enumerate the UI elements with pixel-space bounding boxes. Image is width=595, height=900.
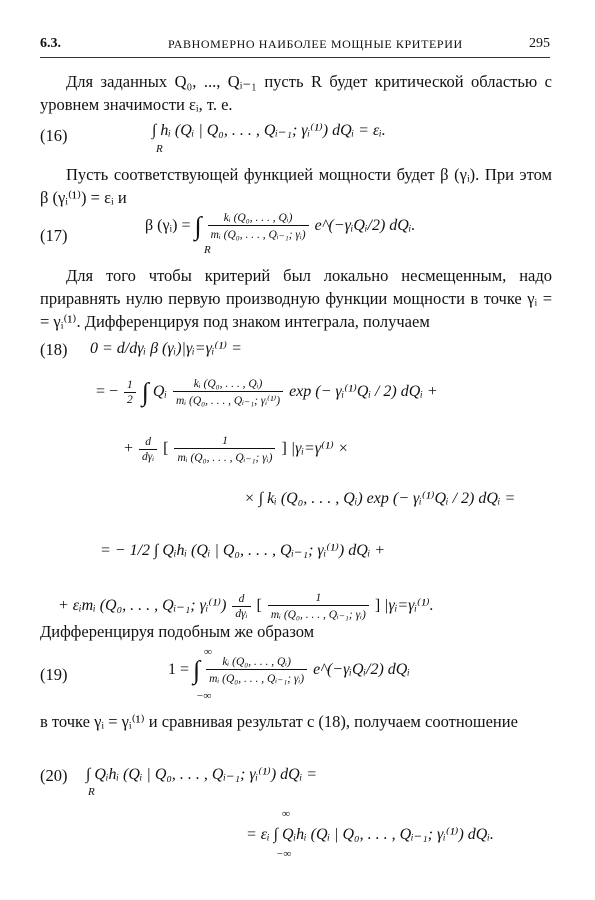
equation-18-line-6-head: + εᵢmᵢ (Q₀, . . . , Qᵢ₋₁; γᵢ⁽¹⁾) [58, 597, 227, 615]
fraction-denominator: mᵢ (Q₀, . . . , Qᵢ₋₁; γᵢ) [210, 229, 306, 241]
equation-number-19: (19) [40, 665, 68, 684]
equation-18-line-3: + $\frac{d}{\text{dγᵢ}}$ [ $\frac{1}{\text{mᵢ (Q₀, . . . , Qᵢ₋₁; γᵢ)}}$ ] |γᵢ=γ⁽¹⁾ × [124, 435, 349, 464]
equation-16 [152, 120, 386, 140]
equation-19-lower-limit: −∞ [196, 690, 212, 702]
equation-18-line-2-tail: exp (− γᵢ⁽¹⁾Qᵢ / 2) dQᵢ + [289, 383, 438, 401]
equation-20-line-2: = εᵢ ∫ Qᵢhᵢ (Qᵢ | Q₀, . . . , Qᵢ₋₁; γᵢ⁽¹⁾) dQᵢ. [246, 826, 494, 843]
paragraph-4: Дифференцируя подобным же образом [40, 622, 315, 641]
equation-19-fraction [206, 656, 307, 685]
paragraph-2: Пусть соответствующей функцией мощности будет β (γᵢ). При этом β (γᵢ⁽¹⁾) = εᵢ и [40, 165, 552, 207]
paragraph-3: Для того чтобы критерий был локально несмещенным, надо приравнять нулю первую производную функции мощности в точке γᵢ = = γᵢ⁽¹⁾. Дифференцируя под знаком интеграла, получаем [40, 266, 552, 331]
equation-19 [168, 656, 410, 685]
equation-18-line-1: 0 = d/dγᵢ β (γᵢ)|γᵢ=γᵢ⁽¹⁾ = [90, 340, 242, 357]
equation-18-line-4: × ∫ kᵢ (Q₀, . . . , Qᵢ) exp (− γᵢ⁽¹⁾Qᵢ / 2) dQᵢ = [244, 490, 516, 507]
equation-number-16: (16) [40, 126, 68, 145]
paragraph-1: Для заданных Q₀, ..., Qᵢ₋₁ пусть R будет критической областью с уровнем значимости εᵢ, т. е. [40, 72, 552, 114]
fraction-denominator: mᵢ (Q₀, . . . , Qᵢ₋₁; γᵢ) [209, 673, 305, 685]
fraction-numerator: kᵢ (Q₀, . . . , Qᵢ) [206, 656, 307, 670]
equation-20-lower-limit: −∞ [276, 848, 292, 860]
equation-18-line-2: = − $\frac{1}{2}$ ∫ Qᵢ $\frac{\text{kᵢ (Q₀, . . . , Qᵢ)}}{\text{mᵢ (Q₀, . . . , Qᵢ₋₁; γᵢ⁽¹⁾)}}$ exp (− γᵢ⁽¹⁾Qᵢ / 2) dQᵢ + [96, 377, 438, 407]
half-fraction: $\frac{1}{2}$ [124, 379, 136, 406]
equation-18-line-5: = − 1/2 ∫ Qᵢhᵢ (Qᵢ | Q₀, . . . , Qᵢ₋₁; γᵢ⁽¹⁾) dQᵢ + [100, 542, 386, 559]
derivative-operator: $\frac{d}{\text{dγᵢ}}$ [232, 593, 250, 620]
equation-number-17: (17) [40, 226, 68, 245]
equation-18-line-6-tail: |γᵢ=γᵢ⁽¹⁾. [384, 597, 434, 615]
fraction-numerator: kᵢ (Q₀, . . . , Qᵢ) [208, 212, 309, 226]
equation-20-upper-limit: ∞ [282, 808, 290, 820]
integral-sign: ∫ [193, 655, 201, 685]
fraction-denominator: mᵢ (Q₀, . . . , Qᵢ₋₁; γᵢ) [270, 609, 366, 621]
equation-18-line-3-fraction: $\frac{1}{\text{mᵢ (Q₀, . . . , Qᵢ₋₁; γᵢ)}}$ [174, 435, 275, 464]
equation-18-line-3-tail: |γᵢ=γ⁽¹⁾ × [290, 440, 349, 458]
equation-19-lhs: 1 = [168, 661, 190, 679]
equation-18-fraction [173, 378, 283, 407]
paragraph-5: в точке γᵢ = γᵢ⁽¹⁾ и сравнивая результат с (18), получаем соотношение [40, 712, 518, 731]
equation-20-region: R [88, 786, 95, 798]
page-number: 295 [529, 36, 550, 51]
section-number: 6.3. [40, 36, 61, 51]
fraction-denominator: mᵢ (Q₀, . . . , Qᵢ₋₁; γᵢ) [177, 452, 273, 464]
equation-20-line-1: ∫ Qᵢhᵢ (Qᵢ | Q₀, . . . , Qᵢ₋₁; γᵢ⁽¹⁾) dQᵢ = [86, 766, 318, 783]
integral-sign: ∫ [141, 377, 149, 407]
fraction-denominator: mᵢ (Q₀, . . . , Qᵢ₋₁; γᵢ⁽¹⁾) [176, 395, 281, 407]
equation-17-region: R [204, 244, 211, 256]
fraction-numerator: kᵢ (Q₀, . . . , Qᵢ) [173, 378, 283, 392]
equation-17-tail: e^(−γᵢQᵢ/2) dQᵢ. [314, 217, 416, 235]
derivative-operator: $\frac{d}{\text{dγᵢ}}$ [139, 436, 157, 463]
equation-16-region: R [156, 143, 163, 155]
chapter-title: РАВНОМЕРНО НАИБОЛЕЕ МОЩНЫЕ КРИТЕРИИ [168, 37, 463, 51]
running-header [40, 36, 550, 56]
equation-17-fraction [208, 212, 309, 241]
equation-17 [145, 212, 415, 241]
equation-19-tail: e^(−γᵢQᵢ/2) dQᵢ [313, 661, 410, 679]
integral-sign: ∫ [194, 211, 202, 241]
header-rule [40, 57, 550, 58]
equation-18-line-6: + εᵢmᵢ (Q₀, . . . , Qᵢ₋₁; γᵢ⁽¹⁾) $\frac{d}{\text{dγᵢ}}$ [ $\frac{1}{\text{mᵢ (Q₀, . . . , Qᵢ₋₁; γᵢ)}}$ ] |γᵢ=γᵢ⁽¹⁾. [58, 592, 434, 621]
equation-number-20: (20) [40, 766, 68, 785]
equation-number-18: (18) [40, 340, 68, 359]
equation-19-upper-limit: ∞ [204, 646, 212, 658]
equation-18-line-6-fraction: $\frac{1}{\text{mᵢ (Q₀, . . . , Qᵢ₋₁; γᵢ)}}$ [268, 592, 369, 621]
equation-16-body: ∫ hᵢ (Qᵢ | Q₀, . . . , Qᵢ₋₁; γᵢ⁽¹⁾) dQᵢ = εᵢ. [152, 122, 386, 139]
equation-17-lhs: β (γᵢ) = [145, 217, 191, 235]
